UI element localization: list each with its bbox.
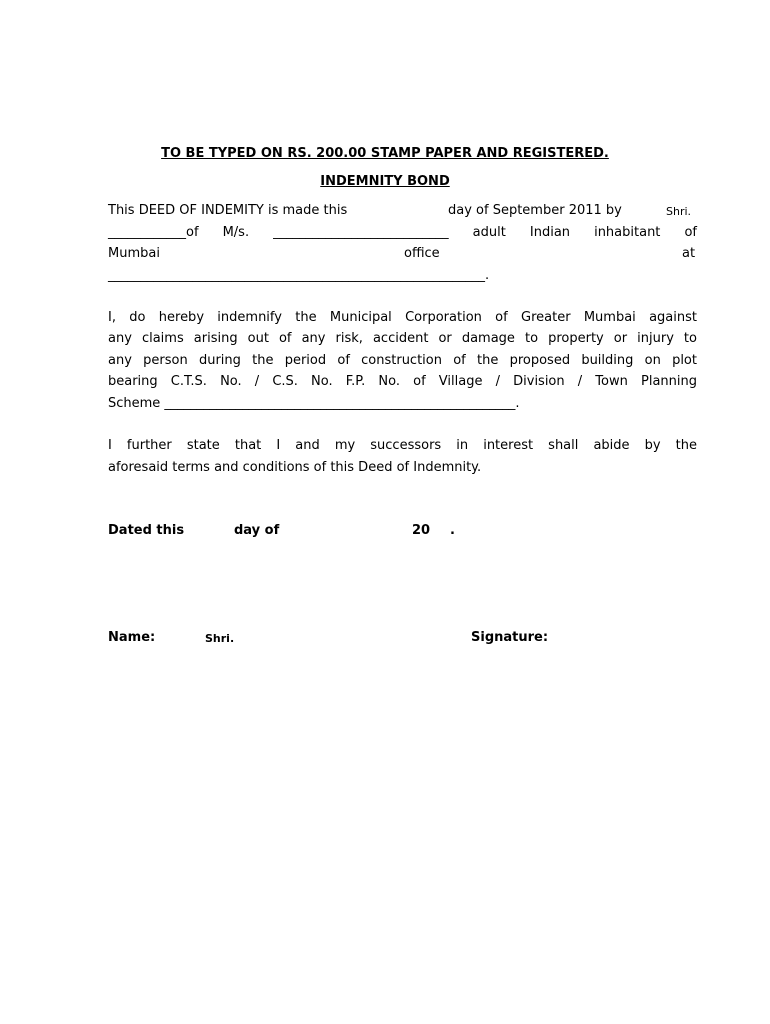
deed-line-2: ____________of M/s. ___________________________ adult Indian inhabitant of — [108, 225, 697, 240]
name-shri: Shri. — [205, 632, 235, 645]
further-line: I further state that I and my successors in interest shall abide by the — [108, 438, 697, 453]
deed-at: at — [682, 246, 696, 261]
indemnity-line: Scheme ______________________________________________________. — [108, 396, 520, 411]
deed-office: office — [404, 246, 440, 261]
deed-shri: Shri. — [666, 205, 692, 218]
stamp-paper-heading: TO BE TYPED ON RS. 200.00 STAMP PAPER AND REGISTERED. — [161, 146, 609, 161]
signature-label: Signature: — [471, 630, 549, 645]
dated-year: 20 — [412, 523, 431, 538]
indemnity-line: I, do hereby indemnify the Municipal Corporation of Greater Mumbai against — [108, 310, 697, 325]
dated-label: Dated this — [108, 523, 185, 538]
indemnity-line: any person during the period of construction of the proposed building on plot — [108, 353, 697, 368]
dated-dot: . — [450, 523, 455, 538]
deed-date-text: day of September 2011 by — [448, 203, 622, 218]
indemnity-line: bearing C.T.S. No. / C.S. No. F.P. No. of Village / Division / Town Planning — [108, 374, 697, 389]
name-label: Name: — [108, 630, 156, 645]
document-title: INDEMNITY BOND — [320, 174, 450, 189]
dated-day-label: day of — [234, 523, 280, 538]
further-line: aforesaid terms and conditions of this Deed of Indemnity. — [108, 460, 482, 475]
deed-intro: This DEED OF INDEMITY is made this — [108, 203, 348, 218]
deed-mumbai: Mumbai — [108, 246, 160, 261]
deed-address-blank: __________________________________________________________. — [108, 268, 490, 283]
indemnity-line: any claims arising out of any risk, accident or damage to property or injury to — [108, 331, 697, 346]
